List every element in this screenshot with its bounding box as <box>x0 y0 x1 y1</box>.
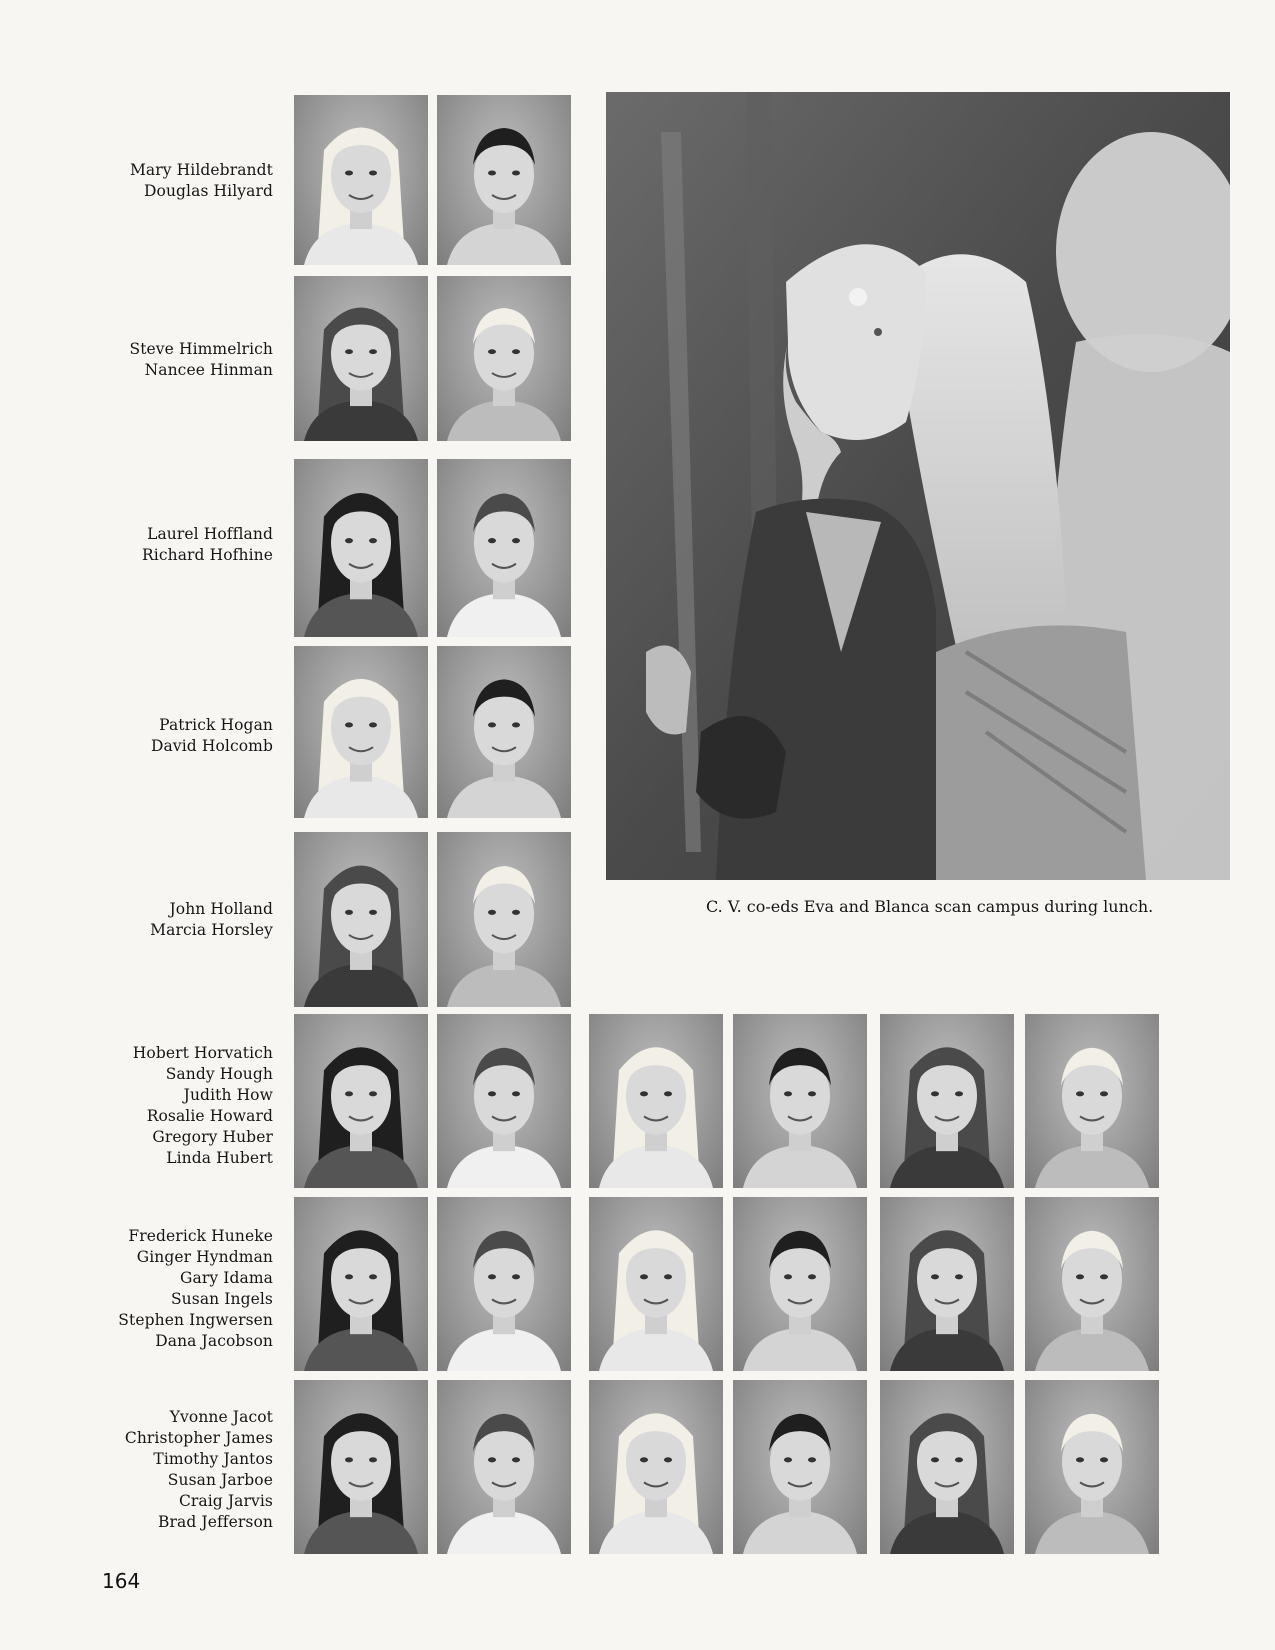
student-name: Timothy Jantos <box>153 1450 273 1468</box>
photo-caption: C. V. co-eds Eva and Blanca scan campus during lunch. <box>706 897 1154 916</box>
student-portrait <box>437 95 571 265</box>
student-name: Marcia Horsley <box>150 921 273 939</box>
student-portrait <box>294 95 428 265</box>
names-pair-1 <box>130 160 273 202</box>
student-name: Dana Jacobson <box>155 1332 273 1350</box>
student-portrait <box>437 276 571 441</box>
student-portrait <box>294 459 428 637</box>
student-portrait <box>733 1380 867 1554</box>
names-row-1 <box>133 1043 273 1169</box>
names-pair-2 <box>129 339 273 381</box>
names-row-3 <box>125 1407 273 1533</box>
student-portrait <box>294 1014 428 1188</box>
student-name: Ginger Hyndman <box>136 1248 273 1266</box>
student-portrait <box>294 1197 428 1371</box>
student-name: John Holland <box>169 900 273 918</box>
student-name: Gary Idama <box>180 1269 273 1287</box>
student-name: Susan Ingels <box>170 1290 273 1308</box>
student-name: Linda Hubert <box>166 1149 273 1167</box>
student-name: David Holcomb <box>151 737 273 755</box>
student-portrait <box>880 1380 1014 1554</box>
student-portrait <box>589 1197 723 1371</box>
student-portrait <box>437 459 571 637</box>
student-name: Steve Himmelrich <box>129 340 273 358</box>
student-name: Craig Jarvis <box>178 1492 273 1510</box>
student-portrait <box>437 1380 571 1554</box>
student-portrait <box>880 1197 1014 1371</box>
candid-photo <box>606 92 1230 880</box>
names-pair-3 <box>142 524 273 566</box>
student-name: Patrick Hogan <box>159 716 273 734</box>
student-name: Richard Hofhine <box>142 546 273 564</box>
student-name: Douglas Hilyard <box>143 182 273 200</box>
student-name: Frederick Huneke <box>128 1227 273 1245</box>
student-portrait <box>1025 1197 1159 1371</box>
student-name: Sandy Hough <box>165 1065 273 1083</box>
student-portrait <box>437 1014 571 1188</box>
student-name: Yvonne Jacot <box>169 1408 273 1426</box>
student-name: Judith How <box>183 1086 273 1104</box>
student-portrait <box>589 1014 723 1188</box>
student-portrait <box>437 1197 571 1371</box>
student-name: Stephen Ingwersen <box>118 1311 273 1329</box>
student-portrait <box>437 832 571 1007</box>
page-number: 164 <box>102 1569 141 1593</box>
student-portrait <box>294 1380 428 1554</box>
student-name: Gregory Huber <box>152 1128 273 1146</box>
student-portrait <box>733 1197 867 1371</box>
student-portrait <box>294 646 428 818</box>
student-name: Christopher James <box>124 1429 273 1447</box>
names-row-2 <box>118 1226 273 1352</box>
student-portrait <box>1025 1014 1159 1188</box>
student-portrait <box>880 1014 1014 1188</box>
student-name: Rosalie Howard <box>146 1107 273 1125</box>
student-portrait <box>589 1380 723 1554</box>
student-portrait <box>733 1014 867 1188</box>
student-name: Mary Hildebrandt <box>129 161 273 179</box>
student-portrait <box>437 646 571 818</box>
student-portrait <box>294 276 428 441</box>
student-portrait <box>1025 1380 1159 1554</box>
student-name: Hobert Horvatich <box>132 1044 273 1062</box>
student-name: Susan Jarboe <box>167 1471 273 1489</box>
student-name: Brad Jefferson <box>157 1513 273 1531</box>
names-pair-4 <box>151 715 273 757</box>
student-name: Laurel Hoffland <box>147 525 273 543</box>
names-pair-5 <box>150 899 273 941</box>
student-portrait <box>294 832 428 1007</box>
student-name: Nancee Hinman <box>144 361 273 379</box>
